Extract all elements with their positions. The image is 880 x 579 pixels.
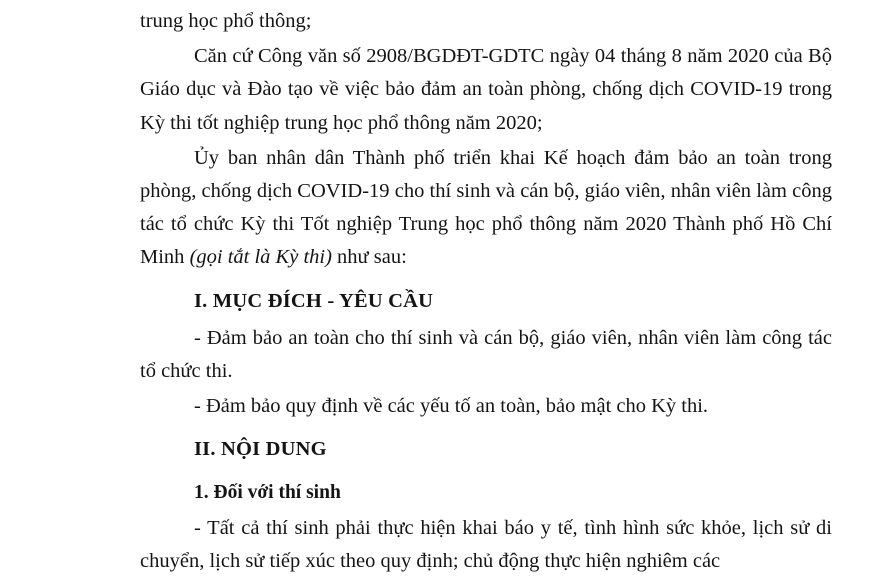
paragraph-uy-ban-text-before: Ủy ban nhân dân Thành phố triển khai Kế hoạch đảm bảo an toàn trong phòng, chống dịch COVID-19 cho thí sinh và cán bộ, giáo viên, nhân viên làm công tác tổ chức Kỳ thi Tốt nghiệp Trung học phổ thông năm 2020 Thành phố Hồ Chí Minh	[140, 146, 832, 269]
paragraph-clipped	[140, 0, 832, 38]
heading-noi-dung: II. NỘI DUNG	[194, 438, 327, 461]
paragraph-uy-ban-nhan-dan	[140, 142, 832, 275]
subheading-doi-voi-thi-sinh: 1. Đối với thí sinh	[194, 481, 341, 503]
paragraph-uy-ban-text-after: như sau:	[331, 246, 407, 269]
heading-muc-dich-yeu-cau: I. MỤC ĐÍCH - YÊU CẦU	[194, 289, 434, 312]
clipped-line-text	[140, 0, 832, 5]
paragraph-clipped-text: trung học phổ thông;	[140, 10, 312, 32]
paragraph-can-cu-cong-van: Căn cứ Công văn số 2908/BGDĐT-GDTC ngày 04 tháng 8 năm 2020 của Bộ Giáo dục và Đào tạo về việc bảo đảm an toàn phòng, chống dịch COVID-19 trong Kỳ thi tốt nghiệp trung học phổ thông năm 2020;	[140, 45, 832, 134]
document-body	[140, 0, 832, 579]
paragraph-uy-ban-italic: (gọi tắt là Kỳ thi)	[189, 246, 332, 269]
paragraph-dam-bao-an-toan: - Đảm bảo an toàn cho thí sinh và cán bộ, giáo viên, nhân viên làm công tác tổ chức thi.	[140, 326, 832, 383]
paragraph-tat-ca-thi-sinh: - Tất cả thí sinh phải thực hiện khai báo y tế, tình hình sức khỏe, lịch sử di chuyển, lịch sử tiếp xúc theo quy định; chủ động thực hiện nghiêm các	[140, 517, 832, 573]
paragraph-dam-bao-quy-dinh: - Đảm bảo quy định về các yếu tố an toàn, bảo mật cho Kỳ thi.	[194, 395, 709, 418]
